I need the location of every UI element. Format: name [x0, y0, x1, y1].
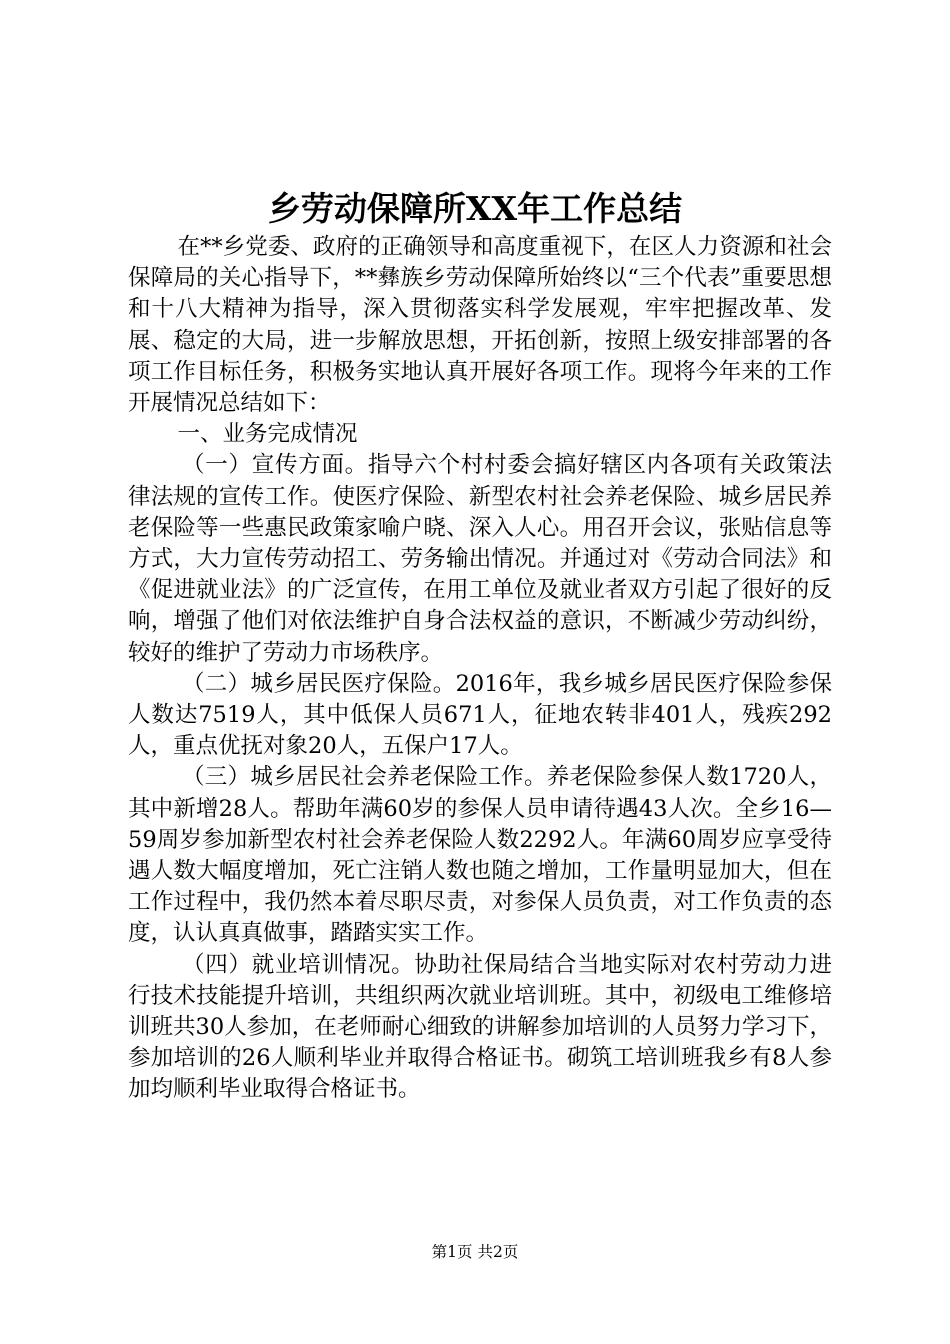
subsection-medical-insurance: （二）城乡居民医疗保险。2016年，我乡城乡居民医疗保险参保人数达7519人，其中低保人员671人，征地农转非401人，残疾292人，重点优抚对象20人，五保户17人。 — [128, 670, 832, 760]
subsection-pension-insurance: （三）城乡居民社会养老保险工作。养老保险参保人数1720人，其中新增28人。帮助年满60岁的参保人员申请待遇43人次。全乡16—59周岁参加新型农村社会养老保险人数2292人。年满60周岁应享受待遇人数大幅度增加，死亡注销人数也随之增加，工作量明显加大，但在工作过程中，我仍然本着尽职尽责，对参保人员负责，对工作负责的态度，认认真真做事，踏踏实实工作。 — [128, 764, 832, 947]
subsection-employment-training: （四）就业培训情况。协助社保局结合当地实际对农村劳动力进行技术技能提升培训，共组织两次就业培训班。其中，初级电工维修培训班共30人参加，在老师耐心细致的讲解参加培训的人员努力学习下，参加培训的26人顺利毕业并取得合格证书。砌筑工培训班我乡有8人参加均顺利毕业取得合格证书。 — [128, 951, 832, 1103]
document-body — [128, 232, 832, 1106]
document-title: 乡劳动保障所XX年工作总结 — [267, 189, 683, 228]
intro-paragraph: 在**乡党委、政府的正确领导和高度重视下，在区人力资源和社会保障局的关心指导下，**彝族乡劳动保障所始终以“三个代表”重要思想和十八大精神为指导，深入贯彻落实科学发展观，牢牢把握改革、发展、稳定的大局，进一步解放思想，开拓创新，按照上级安排部署的各项工作目标任务，积极务实地认真开展好各项工作。现将今年来的工作开展情况总结如下： — [128, 234, 832, 417]
subsection-publicity: （一）宣传方面。指导六个村村委会搞好辖区内各项有关政策法律法规的宣传工作。使医疗保险、新型农村社会养老保险、城乡居民养老保险等一些惠民政策家喻户晓、深入人心。用召开会议，张贴信息等方式，大力宣传劳动招工、劳务输出情况。并通过对《劳动合同法》和《促进就业法》的广泛宣传，在用工单位及就业者双方引起了很好的反响，增强了他们对依法维护自身合法权益的意识，不断减少劳动纠纷，较好的维护了劳动力市场秩序。 — [128, 452, 832, 666]
section-heading: 一、业务完成情况 — [177, 421, 358, 448]
page-number: 第1页 共2页 — [431, 1243, 519, 1261]
